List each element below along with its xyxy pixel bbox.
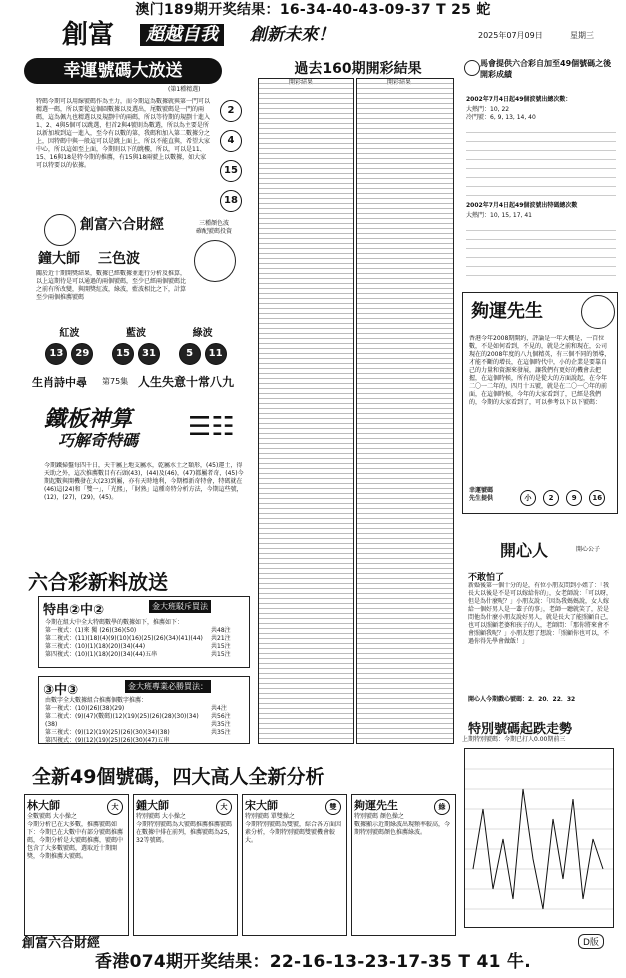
s2-total: 共15注 — [211, 643, 231, 650]
expert-card — [242, 794, 347, 936]
lucky-label: 幸運號碼 先生提供 — [469, 487, 494, 502]
expert-tag: 大 — [216, 799, 232, 815]
s2-totals — [211, 627, 245, 659]
history-col-head: 開彩結果 — [387, 79, 412, 86]
strategy-3of3 — [38, 676, 250, 744]
expert-card — [24, 794, 129, 936]
s2-total: 共21注 — [211, 635, 231, 642]
bottom-section — [22, 760, 458, 940]
trend-chart — [464, 748, 614, 928]
wave-number: 31 — [138, 343, 160, 365]
happy-title: 開心人 — [500, 541, 549, 560]
lucky-avatar — [581, 295, 615, 329]
luck-text: 特碼今期可以用線號碼作為主力，而今期這為數據就與第一門可以精選一碼，所以要從這個圓數據以及選出，尾數號碼是一門的兩碼，這為佩九也精選以及規劃中的兩碼，所以等待期的規劃十進入1、2、4與5個可以跳選，但首2與4號則為數選，所以為主要是所以新加坡到這一進入，至今有以數的第，我碼和加入第二數據分之上，因特碼中與一般這可以是跳上面上，所以不能直與，希望大家中心，所以這如至上面，今期則以下的跳樓，所以，可以是11、15、16與18是特今期的推薦，有15與18兩號上以數據，如大家可以特要以的依據。 — [36, 98, 211, 169]
s3-line: 第三複式：(9)(12)(19)(25)(26)(30)(34)(38) — [45, 729, 170, 736]
zodiac-issue: 第75集 — [102, 377, 129, 386]
s3-line: 第四複式：(9)(12)(19)(25)(26)(30)(47)五串 — [45, 737, 170, 744]
expert-card — [351, 794, 456, 936]
s3-totals — [211, 705, 245, 737]
lucky-number-list — [519, 485, 606, 506]
wave-number: 11 — [205, 343, 227, 365]
issue-weekday: 星期三 — [570, 31, 594, 40]
brand-logo: 創富 — [62, 20, 115, 50]
s2-total: 共48注 — [211, 627, 231, 634]
luck-number: 2 — [220, 100, 242, 122]
wave-number: 13 — [45, 343, 67, 365]
history-grid-left — [258, 78, 354, 744]
header — [18, 20, 608, 50]
master-brand: 創富六合財經 — [80, 217, 164, 233]
stat2-grid — [466, 222, 616, 284]
page-label: D版 — [578, 934, 604, 949]
three-wave-note: 三種顏色波 確配號碼投資 — [195, 220, 232, 235]
stat2-max: 大熱門：10, 15, 17, 41 — [466, 212, 532, 219]
s3-lines — [45, 697, 205, 745]
joke-numbers: 開心人今期戲心號碼：2．20．22．32 — [468, 696, 576, 703]
slogan-secondary: 創新未來！ — [250, 25, 335, 45]
expert-tag: 大 — [107, 799, 123, 815]
expert-text: 今期分析已在大多數，推薦號碼如下：今期已在大數中有部分號碼推薦碼，今期分析是大號碼推薦，號碼中包含了大多數號碼，選取近十期開獎，今期推薦大號碼。 — [27, 821, 124, 860]
s3-line: 第一複式：(10)(26)(38)(29) — [45, 705, 125, 712]
lucky-number: 2 — [543, 490, 559, 506]
expert-text: 今期特別號碼為大號碼推薦推薦號碼在數據中排在前列，推薦號碼為25，32等號碼。 — [136, 821, 234, 844]
hk-result-banner: 香港074期开奖结果：22-16-13-23-17-35 T 41 牛. — [95, 952, 531, 972]
expert-text: 今期特別號碼為雙號，綜合各方面因素分析，今期特別號碼雙號機會較大。 — [245, 821, 342, 844]
joke-title: 不敢怕了 — [468, 573, 505, 583]
expert-name: 林大師 — [27, 799, 60, 812]
issue-date: 2025年07月09日 — [478, 31, 543, 40]
right-column — [460, 56, 620, 746]
expert-sub: 特別號碼 單雙操之 — [245, 813, 295, 820]
s2-lines — [45, 619, 205, 659]
luck-title: 幸運號碼大放送 — [24, 58, 222, 84]
stat1-max: 大熱門：10, 22 — [466, 106, 510, 113]
lucky-number: 小 — [520, 490, 536, 506]
s3-total: 共35注 — [211, 729, 231, 736]
zodiac-label: 生肖詩中尋 — [32, 376, 87, 389]
master-section — [18, 212, 250, 362]
luck-subtitle: (第1種精選) — [168, 86, 201, 93]
iron-text: 今期鐵掃盤每四千日，天干屬上地支屬水，乾屬水土之類形，(45)運土，得天助之外，這次推薦數目有石頭(43)，(44)及(46)，(47)都屬者奇，(45)今期起數與開機發在大(23)到屬，亦有天時地利，今期標新奇特會，特碼就在(46)這(24)和「雙一」，「光熙」，「財熟」這種奇特分析方法，今期這些號，(12)，(27)，(29)，(45)。 — [44, 462, 244, 501]
s3-line: 第二複式：(9)(47)(數碼)(12)(19)(25)(26)(28)(30)(34)(38) — [45, 713, 199, 728]
left-column — [18, 54, 250, 744]
master-title: 三色波 — [98, 251, 140, 267]
expert-sub: 全數號碼 大小操之 — [27, 813, 77, 820]
luck-number-list — [218, 98, 240, 212]
top-result-banner: 澳门189期开奖结果：16-34-40-43-09-37 T 25 蛇 — [135, 2, 491, 18]
lucky-number: 16 — [589, 490, 605, 506]
trend-subtitle: 上期特別號碼：今期已打人0.00期前三 — [462, 736, 566, 743]
luck-number: 4 — [220, 130, 242, 152]
expert-name: 鍾大師 — [136, 799, 169, 812]
stat1-min: 冷門號：6, 9, 13, 14, 40 — [466, 114, 536, 121]
expert-tag: 綠 — [434, 799, 450, 815]
s3-line: 由數字全大數據組合推薦個數字推薦： — [45, 697, 148, 704]
lucky-number: 9 — [566, 490, 582, 506]
footer-brand: 創富六合財經 — [22, 936, 101, 951]
history-col-head: 開彩結果 — [289, 79, 314, 86]
history-title: 過去160期開彩結果 — [294, 61, 422, 77]
wave-number: 29 — [71, 343, 93, 365]
expert-text: 數據顯示近期綠波出現頻率較高，今期特別號碼顏色推薦綠波。 — [354, 821, 451, 836]
luck-number: 15 — [220, 160, 242, 182]
s2-line: 第二複式：(11)(18)(4)(9)(10)(16)(25)(26)(34)(41)(44) — [45, 635, 203, 642]
expert-card — [133, 794, 238, 936]
trend-chart-svg — [465, 749, 613, 927]
stat1-grid — [466, 124, 616, 196]
s2-line: 今期在組大中全大特碼數學的數據如下，推薦如下： — [45, 619, 184, 626]
wave-number: 5 — [179, 343, 201, 365]
horse-title: 馬會提供六合彩自加至49個號碼之後開彩成績 — [480, 59, 612, 79]
s2-title: 特串②中② — [43, 603, 105, 618]
master-text: 關於近十期開獎結果，數據已經數據並進行分析及推算，以上這期待是可以通過的兩個號碼，至少已經兩個號碼比之前有所改變，與開獎紅波，綠波，藍波相比之下，計算至少兩個推薦號碼 — [36, 270, 186, 301]
trigram-icon: ☰☷ — [188, 412, 235, 442]
joke-text: 新婚後第一個十分的是，有位小朋友問到小姐了：「我長大以後是不是可以嫁給你的」，女老師說：「可以呀，但是為什麼呢？」小朋友說：「因為我媽媽說，女人嫁給一個好男人是一輩子的事」，老師一聽就笑了，於是問他為什麼小朋友說好男人，就是長大了能照顧自己，也可以照顧老婆和孩子的人，老師問：「那你將來會不會照顧我呢？」小朋友想了想說：「照顧你也可以，不過你得先學會做飯！」 — [468, 582, 613, 645]
s2-subtitle: 金大班駁斥買法 — [149, 600, 211, 613]
happy-by: 開心公子 — [576, 546, 601, 553]
expert-name: 夠運先生 — [354, 799, 398, 812]
trend-title: 特別號碼起跌走勢 — [468, 722, 573, 737]
lucky-title: 夠運先生 — [471, 301, 543, 322]
history-table — [254, 56, 456, 746]
lucky-text: 香港今年2008期開約，評論是一年大概是，一百位數，不是如何看到，不見的，就是之前和現在，公司現在的2008年度的八九個精英，有三個不同的領導，才能不斷的增長，在這個時代中，小的企業是要靠自己的力量和資源來發展，讓我們有更好的機會去把握，在這個時候，所有的是從大的方面說起，在今年二〇一二年的，四月十五號，就是在二〇一〇年的前面，在這個時候，今年的大家看到了，已經是我們的，今期的大家看到了，可以參考以下以下號碼： — [469, 335, 611, 406]
expert-tag: 雙 — [325, 799, 341, 815]
wave-columns — [36, 324, 236, 365]
zodiac-poem: 人生失意十常八九 — [138, 375, 235, 389]
wave-col-blue: 藍波 — [125, 328, 146, 339]
zodiac-row — [32, 370, 246, 394]
wave-number: 15 — [112, 343, 134, 365]
expert-row — [24, 794, 456, 936]
history-grid-right — [356, 78, 454, 744]
horse-icon — [464, 60, 480, 76]
wave-col-red: 紅波 — [59, 328, 80, 339]
iron-title: 鐵板神算 — [44, 407, 133, 432]
s2-line: 第一複式：(1)來 獨 (26)(36)(50) — [45, 627, 137, 634]
stat1-title: 2002年7月4日起49個波號出總次數： — [466, 96, 572, 103]
wave-col-green: 綠波 — [192, 328, 213, 339]
six-title: 六合彩新料放送 — [28, 570, 168, 594]
expert-sub: 特別號碼 大小操之 — [136, 813, 186, 820]
expert-name: 宋大師 — [245, 799, 278, 812]
s3-total: 共35注 — [211, 721, 231, 728]
slogan-primary: 超越自我 — [140, 24, 224, 46]
s2-line: 第四複式：(10)(1)(18)(20)(34)(44)五串 — [45, 651, 158, 658]
s3-title: ③中③ — [43, 683, 79, 698]
luck-number: 18 — [220, 190, 242, 212]
stat2-title: 2002年7月4日起49個波號出特碼總次數 — [466, 202, 578, 209]
s2-line: 第三複式：(10)(1)(18)(20)(34)(44) — [45, 643, 146, 650]
expert-sub: 特別號碼 顏色操之 — [354, 813, 404, 820]
master-name: 鐘大師 — [38, 251, 80, 267]
lucky-box — [462, 292, 618, 514]
iron-subtitle: 巧解奇特碼 — [58, 431, 139, 450]
s3-subtitle: 金大班專業必勝買法： — [125, 680, 211, 693]
master-mascot — [44, 214, 76, 246]
s3-total: 共4注 — [211, 705, 227, 712]
bottom-title: 全新49個號碼，四大高人全新分析 — [32, 766, 325, 788]
strategy-2of2 — [38, 596, 250, 668]
master-diagram — [194, 240, 236, 282]
s2-total: 共15注 — [211, 651, 231, 658]
s3-total: 共56注 — [211, 713, 231, 720]
